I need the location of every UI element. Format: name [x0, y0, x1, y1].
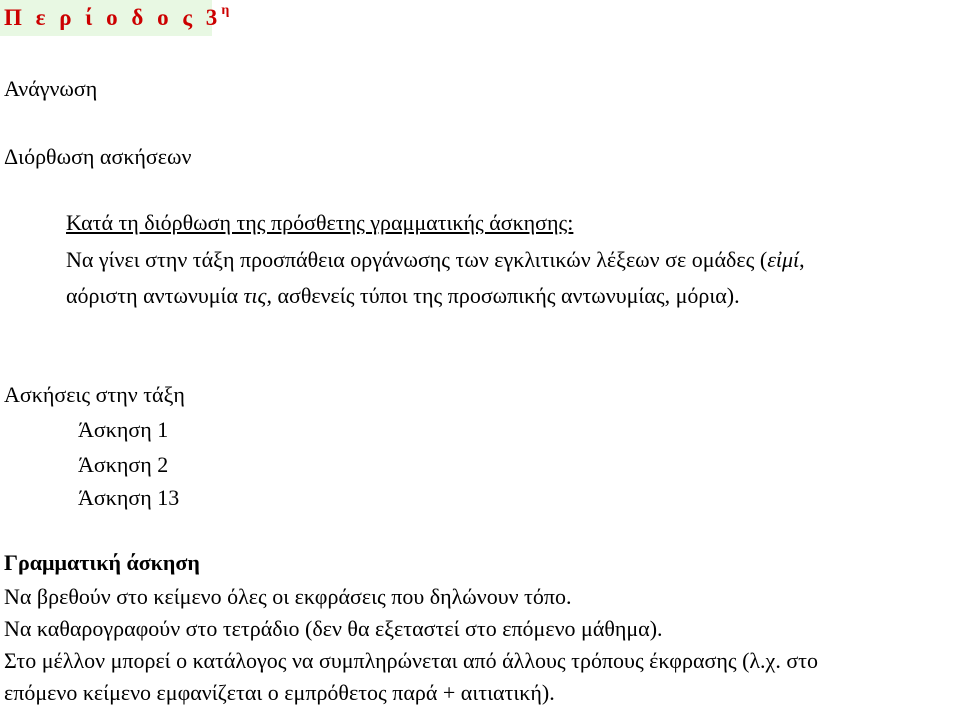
extra-grammar-line-2-pre: αόριστη αντωνυμία	[66, 283, 244, 308]
extra-grammar-line-1-pre: Να γίνει στην τάξη προσπάθεια οργάνωσης των εγκλιτικών λέξεων σε ομάδες (	[66, 247, 768, 272]
page-title-text: Π ε ρ ί ο δ ο ς 3	[4, 5, 222, 30]
page-title-superscript: η	[221, 3, 230, 18]
extra-grammar-line-2	[66, 285, 740, 307]
extra-grammar-line-1-post: ,	[799, 247, 805, 272]
grammar-line: Στο μέλλον μπορεί ο κατάλογος να συμπληρώνεται από άλλους τρόπους έκφρασης (λ.χ. στο	[4, 648, 819, 673]
extra-grammar-line-1	[66, 249, 805, 271]
section-correction: Διόρθωση ασκήσεων	[4, 144, 192, 169]
exercise-item: Άσκηση 2	[78, 452, 169, 477]
extra-grammar-line-2-post: , ασθενείς τύποι της προσωπικής αντωνυμίας, μόρια).	[266, 283, 740, 308]
page-title	[0, 0, 230, 36]
extra-grammar-line-1-italic: εἰμί	[767, 247, 800, 272]
grammar-line: επόμενο κείμενο εμφανίζεται ο εμπρόθετος παρά + αιτιατική).	[4, 680, 555, 705]
extra-grammar-line-2-italic: τις	[243, 283, 267, 308]
section-reading: Ανάγνωση	[4, 76, 98, 101]
grammar-heading: Γραμματική άσκηση	[4, 550, 200, 575]
exercise-item: Άσκηση 1	[78, 417, 169, 442]
grammar-line: Να βρεθούν στο κείμενο όλες οι εκφράσεις που δηλώνουν τόπο.	[4, 584, 572, 609]
class-exercises-heading: Ασκήσεις στην τάξη	[4, 382, 185, 407]
grammar-line: Να καθαρογραφούν στο τετράδιο (δεν θα εξεταστεί στο επόμενο μάθημα).	[4, 616, 663, 641]
extra-grammar-heading: Κατά τη διόρθωση της πρόσθετης γραμματικής άσκησης:	[66, 210, 574, 235]
exercise-item: Άσκηση 13	[78, 485, 180, 510]
